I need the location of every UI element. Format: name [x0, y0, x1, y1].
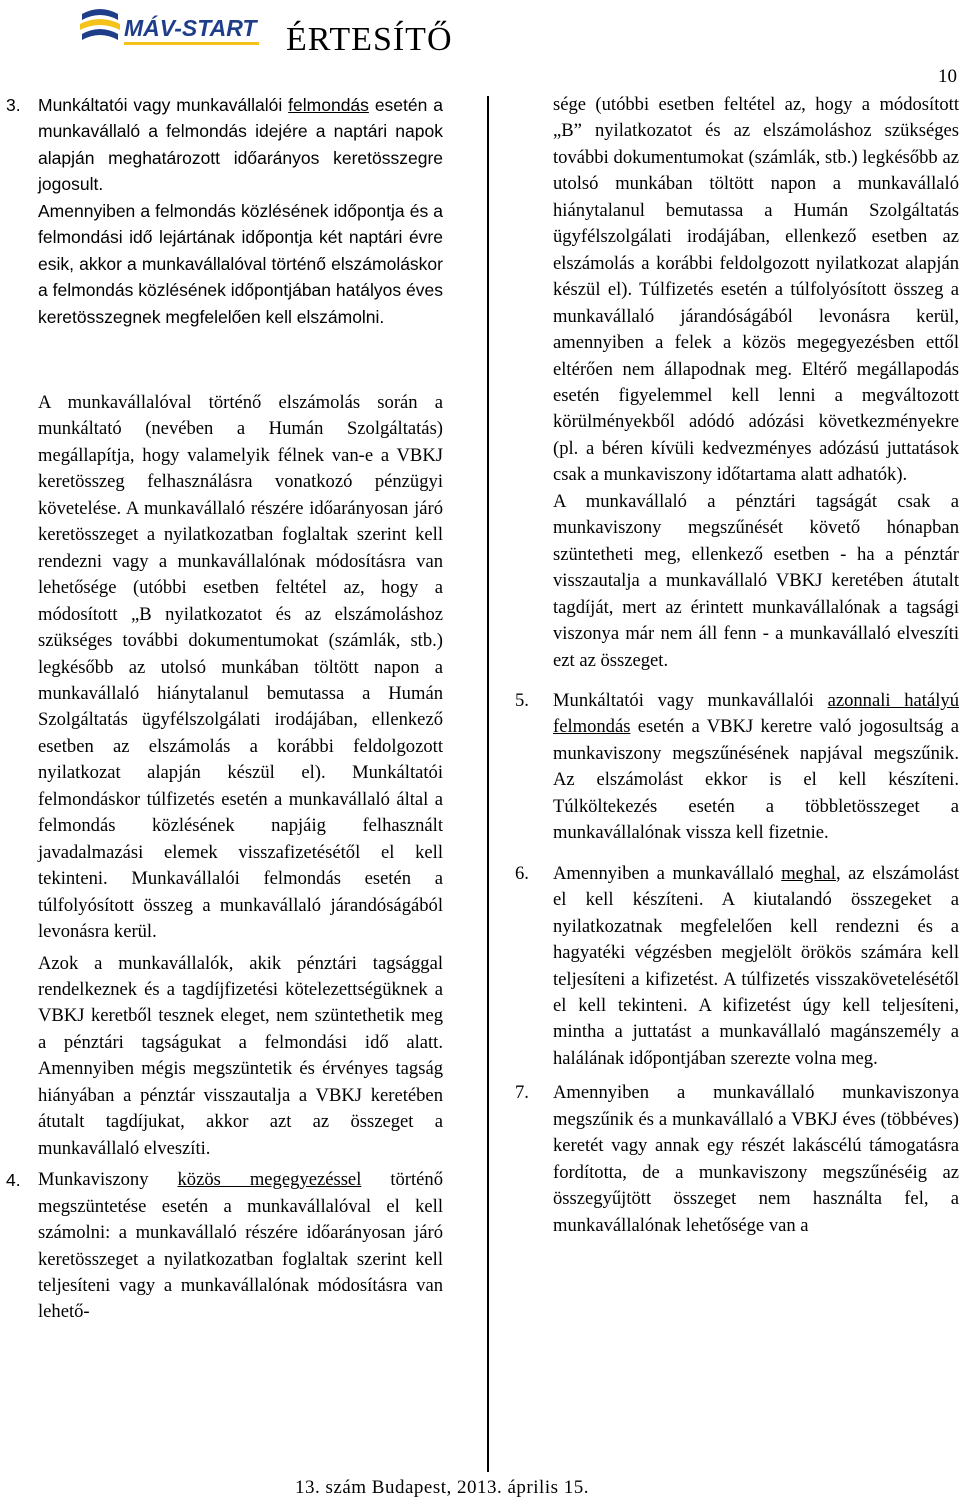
item3-paragraph-2: A munkavállalóval történő elszámolás során a munkáltató (nevében a Humán Szolgáltatás) megállapítja, hogy valamelyik félnek van-e a VBKJ keretösszeg felhasználásra vonatkozó pénzügyi követelése. A munkavállaló részére időarányosan járó keretösszeget a nyilatkozatban foglaltak szerint kell rendezni vagy a munkavállalónak módosításra van lehetősége (utóbbi esetben feltétel az, hogy a módosított „B nyilatkozatot és az elszámoláshoz szükséges további dokumentumokat (számlák, stb.) legkésőbb az utolsó munkában töltött napon a munkavállaló hiánytalanul bemutassa a Humán Szolgáltatás ügyfélszolgálati irodájában, ellenkező esetben az elszámolás a korábbi feldolgozott nyilatkozat alapján készül el). Munkáltatói felmondáskor túlfizetés esetén a munkavállaló által a felmondás közlésének napjáig felhasznált javadalmazási elemek visszafizetésétől el kell tekinteni. Munkavállalói felmondás esetén a túlfolyósított összeg a munkavállaló járandóságából levonásra kerül.	[38, 392, 443, 943]
item-number: 6.	[515, 862, 529, 884]
left-column-body	[6, 390, 443, 1326]
list-item-6: 6. Amennyiben a munkavállaló meghal, az elszámolást el kell készíteni. A kiutalandó összegeket a nyilatkozatnak megfelelően kell rendezni és a hagyatéki végzésben megjelölt örökös számára kell teljesíteni a kifizetést. A túlfizetés visszakövetelésétől el kell tekinteni. A kifizetést úgy kell teljesíteni, mintha a juttatást a munkavállaló magánszemély a halálának időpontjában szerezte volna meg.	[515, 862, 959, 1069]
continuation-paragraph-2: A munkavállaló a pénztári tagságát csak a munkaviszony megszűnését követő hónapban szüntetheti meg, ellenkező esetben - ha a pénztár visszautalja a munkavállaló VBKJ keretében átutalt tagdíját, mert az érintett munkavállalónak a tagsági viszonya már nem áll fenn - a munkavállaló elveszíti ezt az összeget.	[553, 490, 959, 671]
page-number: 10	[938, 66, 957, 87]
logo-emblem-icon	[80, 9, 120, 40]
right-column	[515, 92, 959, 1239]
list-item-3	[6, 92, 443, 330]
page-footer: 13. szám Budapest, 2013. április 15.	[295, 1477, 589, 1498]
column-divider	[487, 96, 489, 1472]
item-number: 4.	[6, 1170, 21, 1191]
mav-start-logo	[78, 6, 263, 50]
continuation-paragraph-1: sége (utóbbi esetben feltétel az, hogy a módosított „B” nyilatkozatot és az elszámoláshoz szükséges további dokumentumokat (számlák, stb.) legkésőbb az utolsó munkában töltött napon a munkavállaló hiánytalanul bemutassa a Humán Szolgáltatás ügyfélszolgálati irodájában, ellenkező esetben az elszámolás a korábbi feldolgozott nyilatkozat alapján készül el). Túlfizetés esetén a túlfolyósított összeg a munkavállaló járandóságából levonásra kerül, amennyiben a felek a közös megegyezésben ettől eltérően nem állapodnak meg. Eltérő megállapodás esetén figyelemmel kell lenni a megváltozott körülményekből adódó adózási következményekre (pl. a béren kívüli kedvezményes adózású juttatások csak a munkaviszony időtartama alatt adhatók).	[553, 94, 959, 486]
item3-paragraph-1: Amennyiben a felmondás közlésének időpontja és a felmondási idő lejártának időpontja két naptári évre esik, akkor a munkavállalóval történő elszámoláskor a felmondás közlésének időpontjában hatályos éves keretösszegnek megfelelően kell elszámolni.	[38, 200, 443, 327]
link-kozos-megegyezessel: közös megegyezéssel	[177, 1169, 362, 1191]
link-azonnali-hatalyu-felmondas: azonnali hatályú felmondás	[553, 689, 959, 738]
item3-paragraph-3: Azok a munkavállalók, akik pénztári tagsággal rendelkeznek és a tagdíjfizetési kötelezettségüknek a VBKJ keretből tesznek eleget, nem szüntethetik meg a pénztári tagságukat a felmondási idő alatt. Amennyiben mégis megszüntetik és érvényes tagság hiányában a pénztár visszautalja a VBKJ keretében átutalt tagdíjukat, akkor azt az összeget a munkavállaló elveszíti.	[38, 952, 443, 1159]
list-item-7	[515, 1080, 959, 1239]
link-meghal: meghal	[781, 862, 836, 884]
item4-text: Munkaviszony közös megegyezéssel történő megszüntetése esetén a munkavállalóval el kell számolni: a munkavállaló részére időarányosan járó keretösszeget a nyilatkozatban foglaltak szerint kell teljesíteni vagy a munkavállalónak módosításra van lehető-	[38, 1169, 443, 1323]
logo-text: MÁV-START	[124, 15, 257, 41]
link-felmondas: felmondás	[288, 95, 369, 115]
item7-text: Amennyiben a munkavállaló munkaviszonya megszűnik és a munkavállaló a VBKJ éves (többéves) keretét vagy annak egy részét lakáscélú támogatásra fordította, de a munkaviszony megszűnéséig az összegyűjtött összeget nem használta fel, a munkavállalónak lehetősége van a	[553, 1082, 959, 1236]
left-column	[6, 92, 443, 330]
page-title: ÉRTESÍTŐ	[286, 21, 453, 58]
item3-intro: Munkáltatói vagy munkavállalói felmondás esetén a munkavállaló a felmondás idejére a naptári napok alapján meghatározott időarányos keretösszegre jogosult.	[38, 95, 443, 195]
item-number: 5.	[515, 689, 529, 711]
list-item-4	[6, 1167, 443, 1326]
item-number: 3.	[6, 95, 21, 115]
list-item-5: 5. Munkáltatói vagy munkavállalói azonnali hatályú felmondás esetén a VBKJ keretre való jogosultság a munkaviszony megszűnésének napjával megszűnik. Az elszámolást ekkor is el kell készíteni. Túlköltekezés esetén a többletösszeget a munkavállalónak vissza kell fizetnie.	[515, 689, 959, 844]
item-number: 7.	[515, 1082, 529, 1104]
